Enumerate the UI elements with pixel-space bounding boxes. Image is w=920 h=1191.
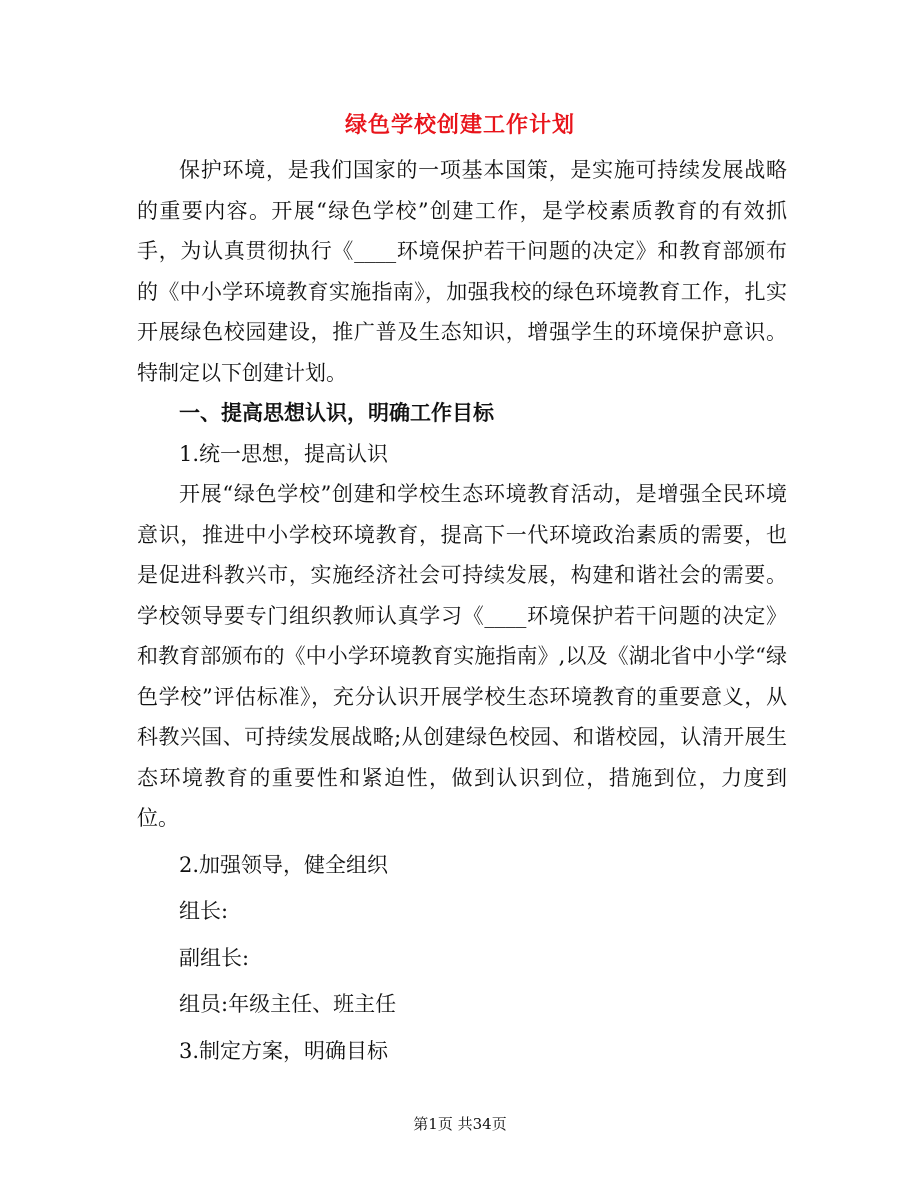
subheading-1: 1.统一思想，提高认识	[179, 441, 389, 466]
deputy-leader-line: 副组长:	[179, 945, 250, 970]
subheading-2: 2.加强领导，健全组织	[179, 852, 389, 877]
subheading-3: 3.制定方案，明确目标	[179, 1038, 389, 1063]
section-heading-1: 一、提高思想认识，明确工作目标	[179, 400, 494, 425]
body-paragraph-1: 开展“绿色学校”创建和学校生态环境教育活动，是增强全民环境意识，推进中小学校环境教育，提高下一代环境政治素质的需要，也是促进科教兴市，实施经济社会可持续发展，构建和谐社会的需要。学校领导要专门组织教师认真学习《____环境保护若干问题的决定》和教育部颁布的《中小学环境教育实施指南》,以及《湖北省中小学“绿色学校”评估标准》，充分认识开展学校生态环境教育的重要意义，从科教兴国、可持续发展战略;从创建绿色校园、和谐校园，认清开展生态环境教育的重要性和紧迫性，做到认识到位，措施到位，力度到位。	[137, 482, 787, 830]
document-title: 绿色学校创建工作计划	[344, 112, 575, 138]
intro-paragraph: 保护环境，是我们国家的一项基本国策，是实施可持续发展战略的重要内容。开展“绿色学校”创建工作，是学校素质教育的有效抓手，为认真贯彻执行《____环境保护若干问题的决定》和教育部颁布的《中小学环境教育实施指南》，加强我校的绿色环境教育工作，扎实开展绿色校园建设，推广普及生态知识，增强学生的环境保护意识。特制定以下创建计划。	[137, 158, 787, 385]
page-number: 第1页 共34页	[413, 1115, 507, 1133]
group-leader-line: 组长:	[179, 899, 229, 923]
group-members-line: 组员:年级主任、班主任	[179, 992, 397, 1016]
document-body	[137, 150, 787, 1071]
